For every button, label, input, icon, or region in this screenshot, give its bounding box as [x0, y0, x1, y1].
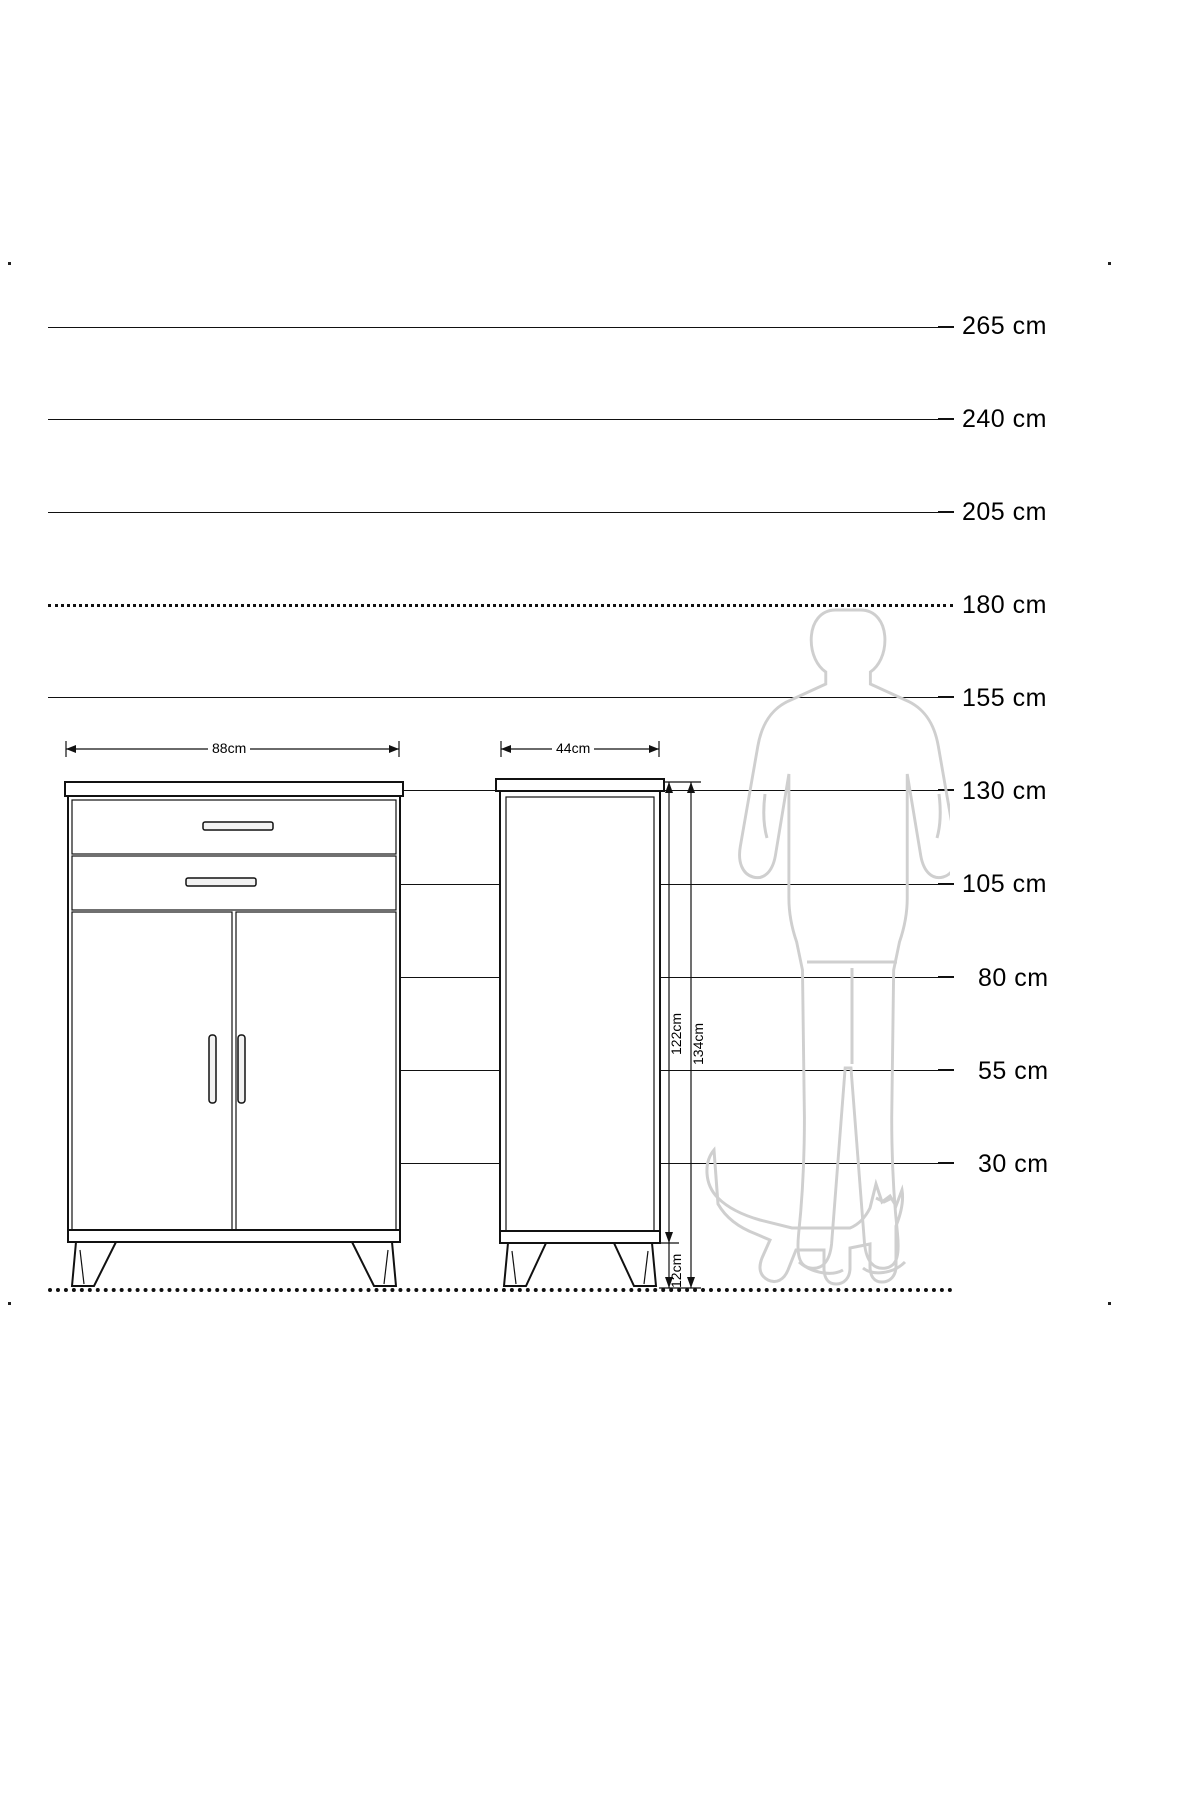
scale-label-80: 80 cm [978, 964, 1049, 992]
cat-silhouette-reference [700, 1140, 920, 1292]
height-label-134: 134cm [690, 1022, 706, 1065]
height-label-12: 12cm [668, 1253, 684, 1288]
corner-mark-bottom-left [8, 1302, 11, 1305]
corner-mark-bottom-right [1108, 1302, 1111, 1305]
scale-line-240 [48, 419, 948, 420]
height-label-122: 122cm [668, 1012, 684, 1055]
scale-line-265 [48, 327, 948, 328]
scale-label-205: 205 cm [962, 498, 1047, 526]
scale-label-105: 105 cm [962, 870, 1047, 898]
width-label-88: 88cm [208, 740, 250, 756]
scale-label-155: 155 cm [962, 684, 1047, 712]
scale-label-30: 30 cm [978, 1150, 1049, 1178]
corner-mark-top-right [1108, 262, 1111, 265]
scale-label-55: 55 cm [978, 1057, 1049, 1085]
tall-single-door-cabinet [492, 775, 668, 1290]
scale-label-180: 180 cm [962, 591, 1047, 619]
scale-label-265: 265 cm [962, 312, 1047, 340]
scale-label-240: 240 cm [962, 405, 1047, 433]
width-label-44: 44cm [552, 740, 594, 756]
corner-mark-top-left [8, 262, 11, 265]
scale-tick-205 [938, 511, 954, 513]
scale-line-205 [48, 512, 948, 513]
scale-label-130: 130 cm [962, 777, 1047, 805]
sideboard-two-door-two-drawer [60, 778, 408, 1290]
scale-tick-240 [938, 418, 954, 420]
scale-tick-265 [938, 326, 954, 328]
